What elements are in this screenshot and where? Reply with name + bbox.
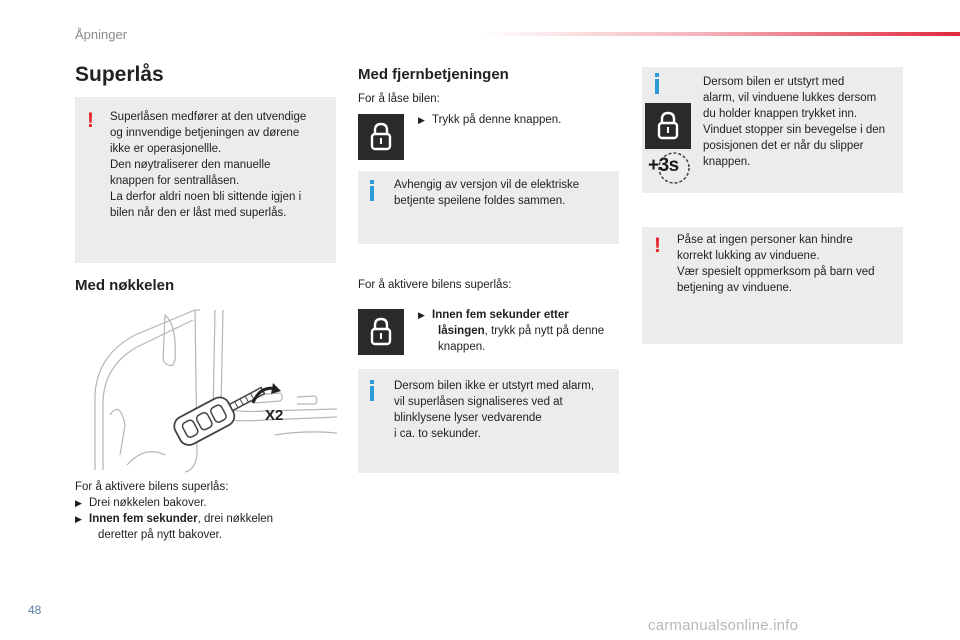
- info-icon: [370, 380, 374, 401]
- remote-superlock-step-line2: låsingen, trykk på nytt på denne: [438, 325, 605, 337]
- watermark: carmanualsonline.info: [648, 617, 799, 634]
- info-icon: [655, 73, 659, 94]
- remote-lock-step: ▶ Trykk på denne knappen.: [418, 112, 561, 129]
- alarm-info-text: Dersom bilen ikke er utstyrt med alarm, vil superlåsen signaliseres ved at blinklysene lyser vedvarende i ca. to sekunder.: [394, 380, 595, 440]
- key-step-2: ▶ Innen fem sekunder, drei nøkkelen: [75, 511, 273, 528]
- remote-section-title: Med fjernbetjeningen: [358, 66, 509, 83]
- warning-icon: !: [654, 234, 661, 257]
- remote-superlock-step-line3: knappen.: [438, 341, 486, 353]
- superlock-title: Superlås: [75, 63, 164, 86]
- lock-button-icon: [358, 114, 404, 160]
- info-icon: [370, 180, 374, 201]
- section-title: Åpninger: [75, 27, 128, 42]
- page-number: 48: [28, 603, 42, 617]
- key-step-2-continued: deretter på nytt bakover.: [98, 529, 223, 541]
- header-gradient-bar: [480, 32, 960, 36]
- warning-icon: !: [87, 109, 94, 132]
- hold-duration-label: +3s: [648, 155, 679, 176]
- key-section-title: Med nøkkelen: [75, 277, 175, 294]
- alarm-windows-info-text: Dersom bilen er utstyrt med alarm, vil vinduene lukkes dersom du holder knappen trykket inn. Vinduet stopper sin bevegelse i den posisjonen det er når du slipper knappen.: [703, 76, 886, 168]
- lock-button-icon-hold: [645, 103, 691, 149]
- windows-warning-text: Påse at ingen personer kan hindre korrekt lukking av vinduene. Vær spesielt oppmerksom på barn ved betjening av vinduene.: [677, 234, 875, 294]
- remote-superlock-step: ▶ Innen fem sekunder etter: [418, 307, 569, 324]
- remote-superlock-intro: For å aktivere bilens superlås:: [358, 279, 512, 291]
- bullet-arrow-icon: ▶: [418, 116, 425, 126]
- mirror-info-text: Avhengig av versjon vil de elektriske betjente speilene foldes sammen.: [394, 179, 580, 207]
- key-intro: For å aktivere bilens superlås:: [75, 481, 229, 493]
- lock-button-icon-repeat: [358, 309, 404, 355]
- superlock-warning-text: Superlåsen medfører at den utvendige og innvendige betjeningen av dørene ikke er operasjonellle. Den nøytraliserer den manuelle knappen for sentrallåsen. La derfor aldri noen bli sittende igjen i bilen når den er låst med superlås.: [110, 111, 307, 219]
- key-turn-count-label: X2: [265, 407, 284, 424]
- bullet-arrow-icon: ▶: [75, 499, 82, 509]
- bullet-arrow-icon: ▶: [418, 311, 425, 321]
- key-step-1: ▶ Drei nøkkelen bakover.: [75, 495, 207, 512]
- bullet-arrow-icon: ▶: [75, 515, 82, 525]
- remote-lock-intro: For å låse bilen:: [358, 93, 440, 105]
- key-turn-illustration: [75, 305, 337, 473]
